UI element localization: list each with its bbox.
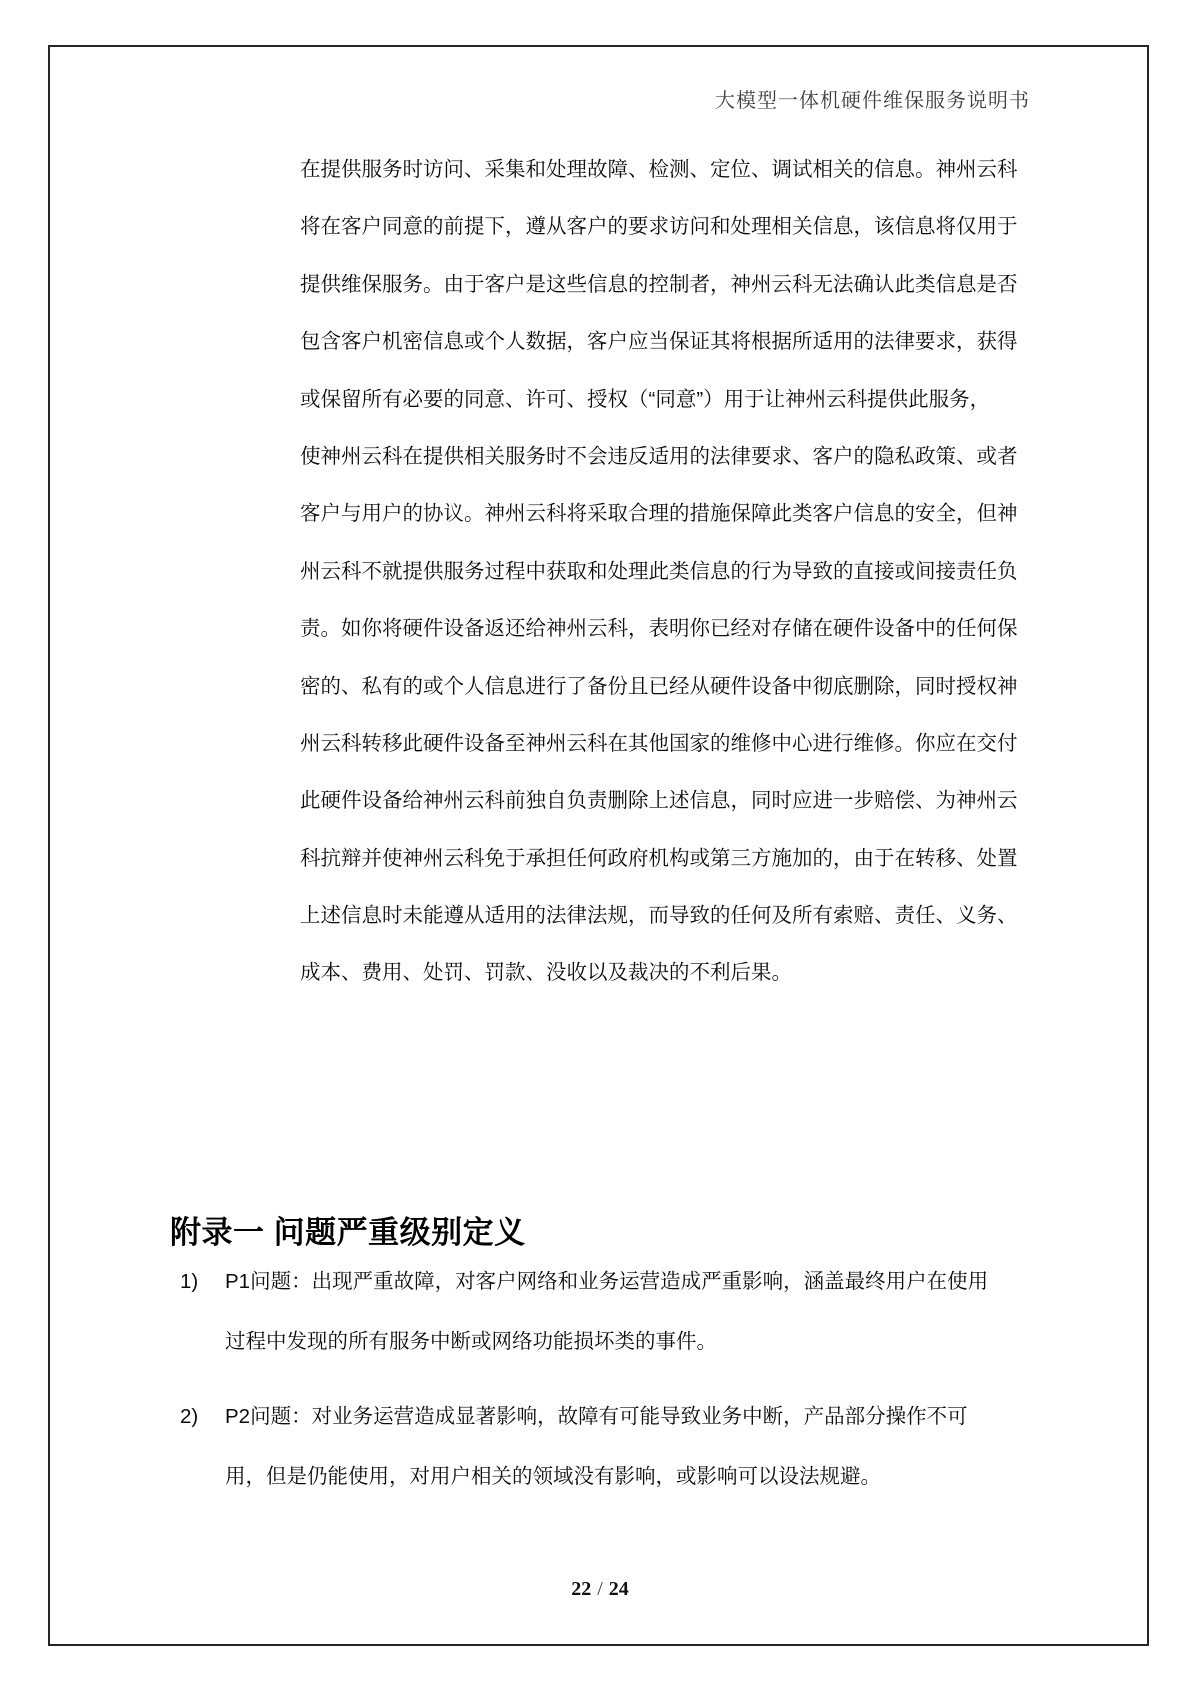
paragraph-line: 将在客户同意的前提下，遵从客户的要求访问和处理相关信息，该信息将仅用于 xyxy=(300,215,1018,239)
paragraph-line: 此硬件设备给神州云科前独自负责删除上述信息，同时应进一步赔偿、为神州云 xyxy=(300,789,1018,813)
list-item-text xyxy=(225,1252,1040,1372)
body-paragraph xyxy=(300,141,1030,1002)
list-item-line: 用，但是仍能使用，对用户相关的领域没有影响，或影响可以设法规避。 xyxy=(225,1465,881,1488)
footer-total-pages: 24 xyxy=(608,1578,629,1600)
paragraph-line: 使神州云科在提供相关服务时不会违反适用的法律要求、客户的隐私政策、或者 xyxy=(300,444,1018,468)
footer-page-separator: / xyxy=(597,1578,603,1600)
list-item-line: P2问题：对业务运营造成显著影响，故障有可能导致业务中断，产品部分操作不可 xyxy=(225,1405,968,1428)
paragraph-line: 州云科转移此硬件设备至神州云科在其他国家的维修中心进行维修。你应在交付 xyxy=(300,731,1018,755)
paragraph-line: 包含客户机密信息或个人数据，客户应当保证其将根据所适用的法律要求，获得 xyxy=(300,330,1018,354)
list-item-marker: 1) xyxy=(180,1270,199,1293)
paragraph-line: 成本、费用、处罚、罚款、没收以及裁决的不利后果。 xyxy=(300,961,792,985)
page-header-title: 大模型一体机硬件维保服务说明书 xyxy=(715,90,1030,112)
list-item xyxy=(180,1252,1040,1372)
paragraph-line: 客户与用户的协议。神州云科将采取合理的措施保障此类客户信息的安全，但神 xyxy=(300,502,1018,526)
list-item-text xyxy=(225,1387,1040,1507)
list-item xyxy=(180,1387,1040,1507)
paragraph-line: 上述信息时未能遵从适用的法律法规，而导致的任何及所有索赔、责任、义务、 xyxy=(300,904,1018,928)
paragraph-line: 提供维保服务。由于客户是这些信息的控制者，神州云科无法确认此类信息是否 xyxy=(300,272,1018,296)
page-footer xyxy=(0,1578,1200,1601)
list-item-line: 过程中发现的所有服务中断或网络功能损坏类的事件。 xyxy=(225,1330,717,1353)
footer-current-page: 22 xyxy=(571,1578,592,1600)
paragraph-line: 密的、私有的或个人信息进行了备份且已经从硬件设备中彻底删除，同时授权神 xyxy=(300,674,1018,698)
paragraph-line: 责。如你将硬件设备返还给神州云科，表明你已经对存储在硬件设备中的任何保 xyxy=(300,617,1018,641)
paragraph-line: 在提供服务时访问、采集和处理故障、检测、定位、调试相关的信息。神州云科 xyxy=(300,158,1018,181)
paragraph-line: 州云科不就提供服务过程中获取和处理此类信息的行为导致的直接或间接责任负 xyxy=(300,559,1018,583)
paragraph-line: 科抗辩并使神州云科免于承担任何政府机构或第三方施加的，由于在转移、处置 xyxy=(300,846,1018,870)
appendix-heading: 附录一 问题严重级别定义 xyxy=(170,1214,526,1250)
severity-definition-list xyxy=(180,1252,1040,1522)
list-item-marker: 2) xyxy=(180,1405,199,1428)
list-item-line: P1问题：出现严重故障，对客户网络和业务运营造成严重影响，涵盖最终用户在使用 xyxy=(225,1270,989,1293)
paragraph-line: 或保留所有必要的同意、许可、授权（“同意”）用于让神州云科提供此服务， xyxy=(300,387,991,411)
